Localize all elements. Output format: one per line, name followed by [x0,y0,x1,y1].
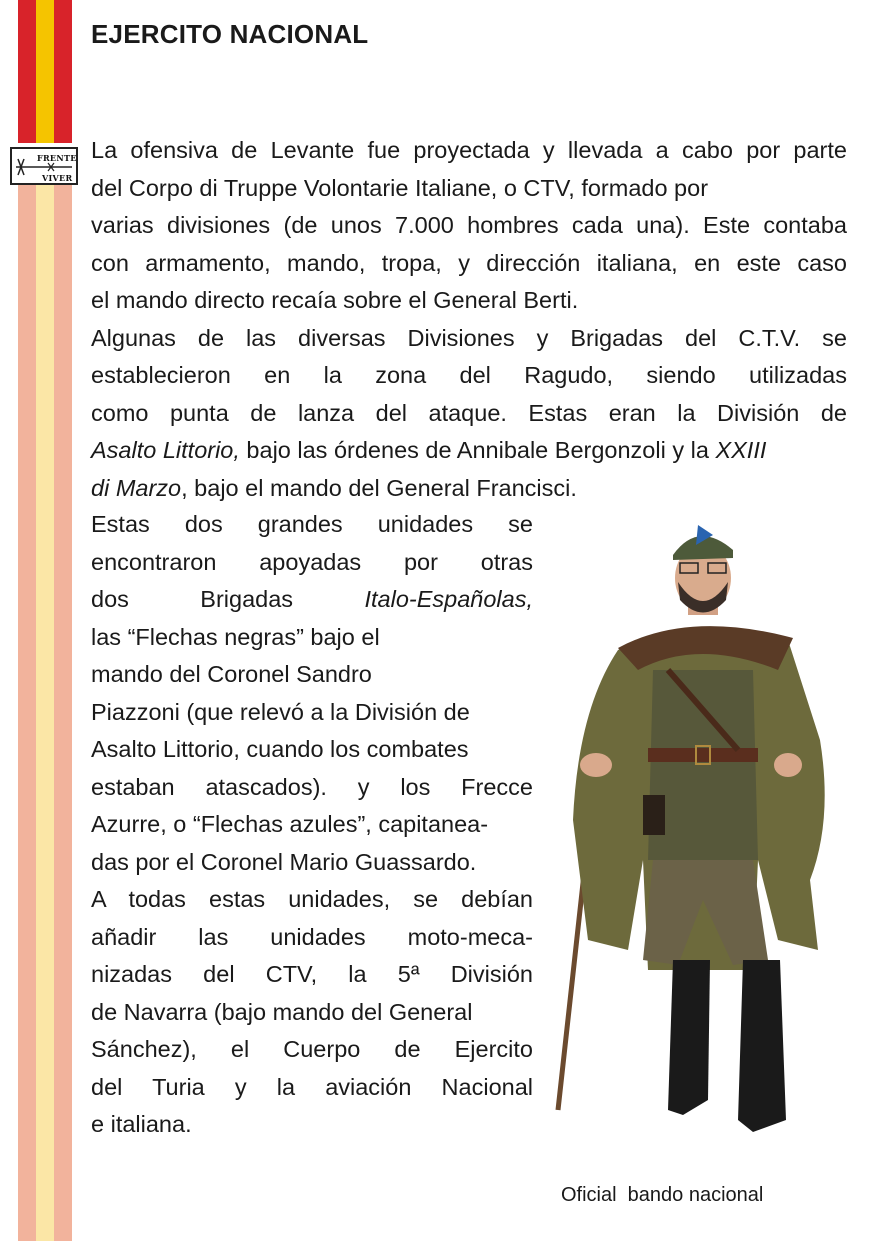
text-line: Sánchez), el Cuerpo de Ejercito [91,1036,533,1062]
text-line: encontraron apoyadas por otras [91,548,533,575]
italic-text: Italo-Españolas, [364,586,533,612]
text-line: las “Flechas negras” bajo el [91,623,380,650]
text-run: bajo las órdenes de Annibale Bergonzoli y la [239,437,716,463]
pale-strip-red-right [54,185,72,1241]
text-line: e italiana. [91,1111,192,1137]
text-line: A todas estas unidades, se debían [91,886,533,912]
text-run: , bajo el mando del General Francisci. [181,474,577,501]
officer-photo [548,520,833,1142]
text-line: del Turia y la aviación Nacional [91,1073,533,1100]
text-line: das por el Coronel Mario Guassardo. [91,848,477,875]
pale-strip-red-left [18,185,36,1241]
flag-strip-yellow [36,0,54,143]
text-line: Asalto Littorio, cuando los combates [91,736,469,762]
text-line: de Navarra (bajo mando del General [91,998,473,1025]
flag-strip-red-left [18,0,36,143]
text-line: como punta de lanza del ataque. Estas eran la División de [91,399,847,426]
text-run: dos Brigadas [91,586,365,612]
text-line: Algunas de las diversas Divisiones y Brigadas del C.T.V. se [91,324,847,351]
text-line: La ofensiva de Levante fue proyectada y llevada a cabo por parte [91,137,847,163]
pale-strip-yellow [36,185,54,1241]
text-line: establecieron en la zona del Ragudo, siendo utilizadas [91,362,847,388]
text-line: mando del Coronel Sandro [91,661,372,687]
intro-text [91,132,847,507]
flag-strip-red-right [54,0,72,143]
text-line: del Corpo di Truppe Volontarie Italiane, o CTV, formado por [91,174,709,201]
page-title: EJERCITO NACIONAL [91,19,369,49]
logo-text-viver: VIVER [42,173,73,183]
text-line: con armamento, mando, tropa, y dirección italiana, en este caso [91,249,847,276]
text-line: Piazzoni (que relevó a la División de [91,698,470,725]
frente-viver-logo [10,147,78,185]
text-line [91,432,847,470]
photo-caption: Oficial bando nacional [561,1184,764,1206]
text-line: Estas dos grandes unidades se [91,511,533,537]
text-line [91,581,533,619]
italic-text: Asalto Littorio, [91,437,240,463]
text-line: nizadas del CTV, la 5ª División [91,961,533,987]
italic-text: di Marzo [91,474,182,501]
text-line: el mando directo recaía sobre el General Berti. [91,287,579,313]
text-line: añadir las unidades moto-meca- [91,923,533,950]
text-line: varias divisiones (de unos 7.000 hombres cada una). Este contaba [91,212,847,238]
text-line: estaban atascados). y los Frecce [91,773,533,800]
text-line: Azurre, o “Flechas azules”, capitanea- [91,811,489,837]
italic-text: XXIII [715,437,767,463]
column-text [91,506,533,1144]
logo-text-frente: FRENTE [37,153,77,163]
text-line [91,470,847,508]
